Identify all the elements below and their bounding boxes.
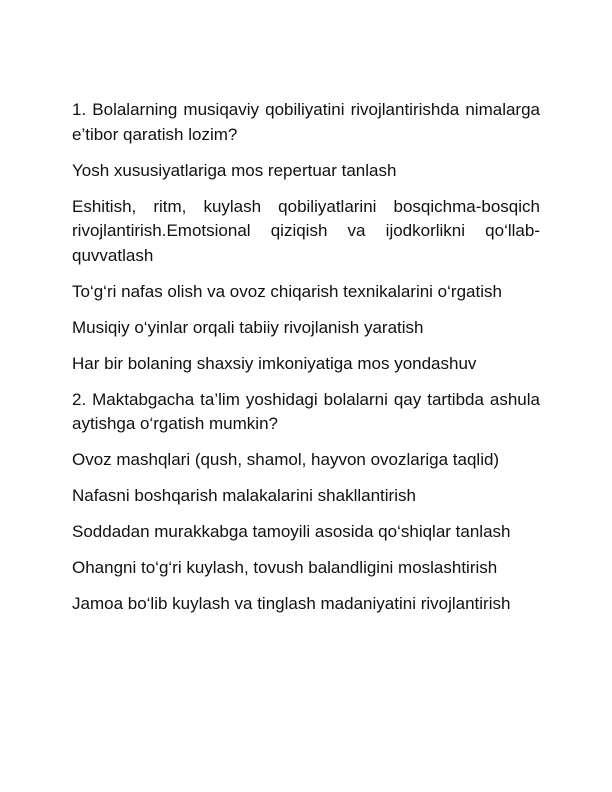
answer-1-3: To‘g‘ri nafas olish va ovoz chiqarish texnikalarini o‘rgatish <box>72 281 502 301</box>
answer-2-4: Ohangni to‘g‘ri kuylash, tovush balandligini moslashtirish <box>72 558 498 577</box>
answer-2-5: Jamoa bo‘lib kuylash va tinglash madaniyatini rivojlantirish <box>72 594 511 613</box>
question-2: 2. Maktabgacha ta’lim yoshidagi bolalarni qay tartibda ashula aytishga o‘rgatish mumkin? <box>72 389 540 433</box>
answer-1-2: Eshitish, ritm, kuylash qobiliyatlarini bosqichma-bosqich rivojlantirish.Emotsional qiziqish va ijodkorlikni qo‘llab-quvvatlash <box>72 196 540 265</box>
answer-1-5: Har bir bolaning shaxsiy imkoniyatiga mos yondashuv <box>72 353 477 373</box>
answer-2-3: Soddadan murakkabga tamoyili asosida qo‘shiqlar tanlash <box>72 522 511 541</box>
answer-2-1: Ovoz mashqlari (qush, shamol, hayvon ovozlariga taqlid) <box>72 450 500 469</box>
question-1: 1. Bolalarning musiqaviy qobiliyatini rivojlantirishda nimalarga e’tibor qaratish lozim? <box>72 100 540 144</box>
answer-1-1: Yosh xususiyatlariga mos repertuar tanlash <box>72 160 397 180</box>
answer-2-2: Nafasni boshqarish malakalarini shakllantirish <box>72 486 416 505</box>
document-page <box>72 98 540 628</box>
answer-1-4: Musiqiy o‘yinlar orqali tabiiy rivojlanish yaratish <box>72 317 424 337</box>
